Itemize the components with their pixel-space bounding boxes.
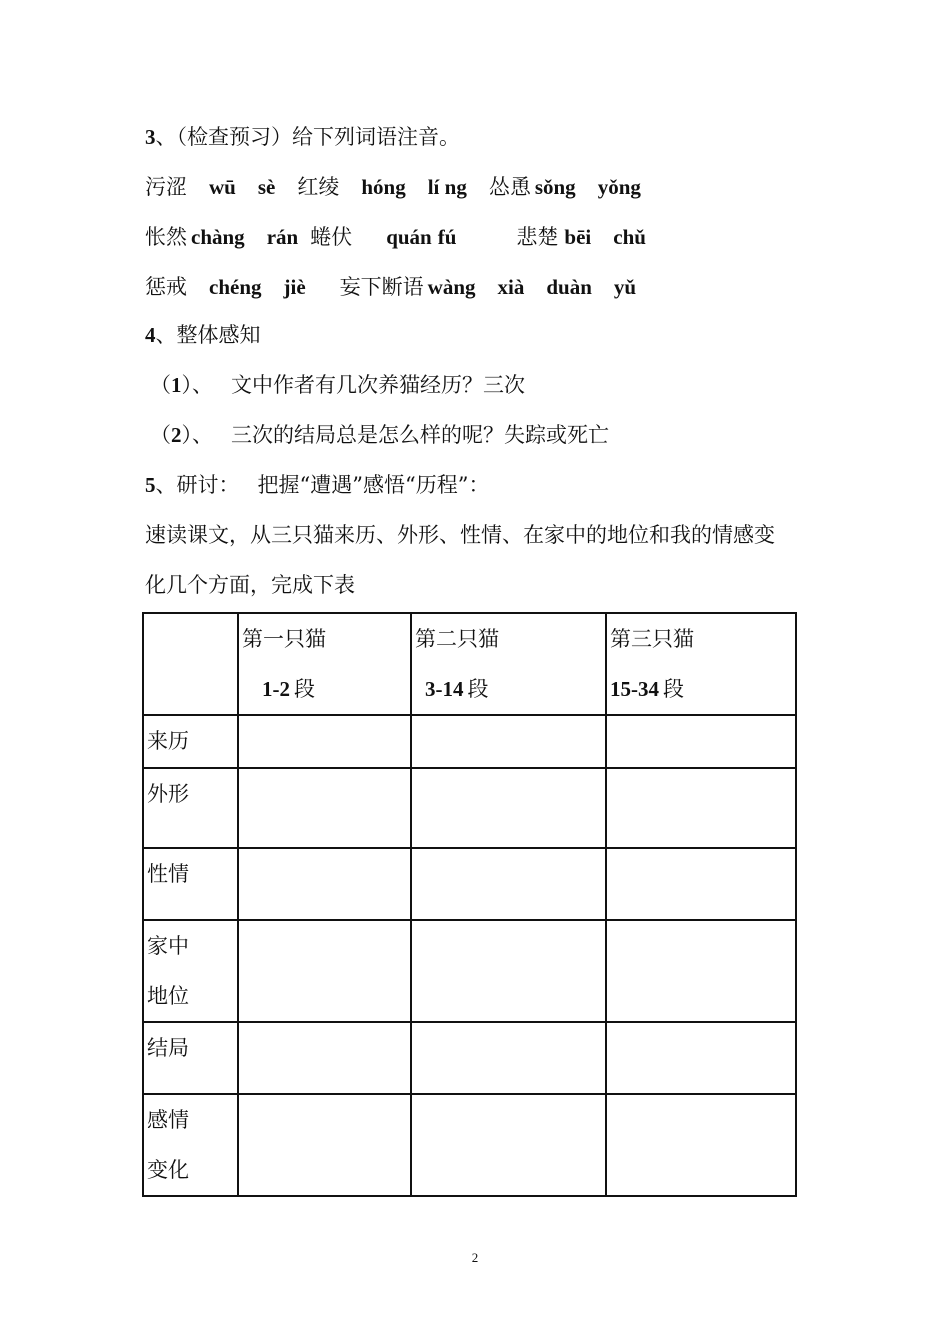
row-label: 外形: [147, 782, 189, 806]
question-2-text: 三次的结局总是怎么样的呢？失踪或死亡: [231, 423, 609, 447]
vocab-pinyin: quán: [386, 225, 432, 249]
question-2-prefix: （: [150, 423, 171, 447]
table-row: [143, 768, 796, 848]
table-cell: [606, 1022, 796, 1094]
column-range-number: 15-34: [610, 677, 659, 701]
table-row: [143, 715, 796, 768]
vocab-pinyin: rán: [266, 225, 299, 249]
vocab-word: 惩戒: [145, 275, 187, 299]
table-row: [143, 1022, 796, 1094]
question-1: [150, 370, 525, 400]
column-range: [610, 664, 792, 714]
question-2-number: 2: [171, 423, 182, 447]
vocab-pinyin: chǔ: [613, 225, 646, 249]
column-range-unit: 段: [294, 677, 315, 701]
column-range-unit: 段: [467, 677, 489, 701]
vocab-pinyin: wàng: [427, 275, 476, 299]
row-header: [143, 920, 238, 1022]
vocab-pinyin: chéng: [209, 275, 262, 299]
vocab-word: 污涩: [145, 175, 187, 199]
table-header-cell: [606, 613, 796, 715]
section-3-title: 、（检查预习）给下列词语注音。: [155, 125, 460, 149]
vocab-word: 妄下断语: [339, 275, 424, 299]
table-cell: [238, 768, 411, 848]
table-cell: [238, 848, 411, 920]
table-cell: [606, 1094, 796, 1196]
question-1-text: 文中作者有几次养猫经历？三次: [231, 373, 525, 397]
table-cell: [606, 768, 796, 848]
table-cell: [411, 715, 606, 768]
vocab-word: 怂恿: [488, 175, 531, 199]
section-5-number: 5: [145, 473, 156, 497]
section-4-title: 、整体感知: [155, 323, 261, 347]
row-label: 家中: [147, 934, 189, 958]
row-label-line-2: 变化: [147, 1158, 189, 1182]
table-row: [143, 1094, 796, 1196]
row-label: 感情: [147, 1108, 189, 1132]
table-row: [143, 848, 796, 920]
vocab-pinyin: jiè: [283, 275, 306, 299]
vocab-pinyin: duàn: [546, 275, 592, 299]
vocab-pinyin: bēi: [564, 225, 592, 249]
vocab-pinyin: sǒng: [534, 175, 576, 199]
page-number: 2: [471, 1250, 479, 1265]
section-5-heading: [145, 470, 489, 500]
vocab-pinyin: wū: [209, 175, 236, 199]
row-label-line-2: 地位: [147, 984, 189, 1008]
table-cell: [411, 768, 606, 848]
column-range-number: 1-2: [262, 677, 290, 701]
section-3-heading: [145, 122, 460, 152]
question-1-suffix: ）、: [181, 373, 213, 397]
table-cell: [411, 1094, 606, 1196]
question-2-suffix: ）、: [181, 423, 213, 447]
row-header: [143, 1022, 238, 1094]
table-row: [143, 920, 796, 1022]
section-5-title-b: 把握“遭遇”感悟“历程”：: [257, 473, 490, 497]
vocab-word: 怅然: [145, 225, 187, 249]
vocab-pinyin: fú: [437, 225, 457, 249]
row-header: [143, 1094, 238, 1196]
row-label: 性情: [147, 862, 189, 886]
column-range-number: 3-14: [425, 677, 464, 701]
row-label: 来历: [147, 729, 189, 753]
column-range-unit: 段: [663, 677, 684, 701]
table-cell: [606, 715, 796, 768]
pinyin-row-1: [145, 172, 641, 202]
pinyin-row-2: [145, 222, 646, 252]
table-corner-cell: [143, 613, 238, 715]
vocab-pinyin: yǒng: [597, 175, 641, 199]
section-4-number: 4: [145, 323, 156, 347]
table-header-cell: [238, 613, 411, 715]
vocab-pinyin: xià: [497, 275, 525, 299]
row-header: [143, 768, 238, 848]
row-label: 结局: [147, 1036, 189, 1060]
column-name: 第一只猫: [242, 627, 326, 651]
vocab-pinyin: chàng: [191, 225, 245, 249]
table-cell: [411, 848, 606, 920]
vocab-word: 蜷伏: [310, 225, 353, 249]
table-header-cell: [411, 613, 606, 715]
table-cell: [411, 1022, 606, 1094]
column-name: 第二只猫: [415, 627, 499, 651]
question-1-prefix: （: [150, 373, 171, 397]
vocab-pinyin: yǔ: [613, 275, 637, 299]
section-5-desc-line-2: 化几个方面，完成下表: [145, 573, 355, 597]
row-header: [143, 848, 238, 920]
table-header-row: [143, 613, 796, 715]
column-range: [415, 664, 602, 714]
table-cell: [238, 1094, 411, 1196]
table-cell: [238, 920, 411, 1022]
row-header: [143, 715, 238, 768]
table-cell: [238, 1022, 411, 1094]
section-5-title-a: 、研讨：: [155, 473, 240, 497]
vocab-word: 红绫: [297, 175, 340, 199]
pinyin-row-3: [145, 272, 636, 302]
table-cell: [606, 848, 796, 920]
section-5-desc-line-1: 速读课文，从三只猫来历、外形、性情、在家中的地位和我的情感变: [145, 523, 775, 547]
table-cell: [411, 920, 606, 1022]
table-cell: [606, 920, 796, 1022]
cat-comparison-table: [142, 612, 797, 1197]
section-4-heading: [145, 320, 261, 350]
column-name: 第三只猫: [610, 627, 694, 651]
question-2: [150, 420, 609, 450]
vocab-pinyin: lí ng: [427, 175, 467, 199]
vocab-word: 悲楚: [516, 225, 559, 249]
section-3-number: 3: [145, 125, 156, 149]
question-1-number: 1: [171, 373, 182, 397]
vocab-pinyin: sè: [257, 175, 276, 199]
column-range: [242, 664, 407, 714]
table-cell: [238, 715, 411, 768]
vocab-pinyin: hóng: [361, 175, 406, 199]
